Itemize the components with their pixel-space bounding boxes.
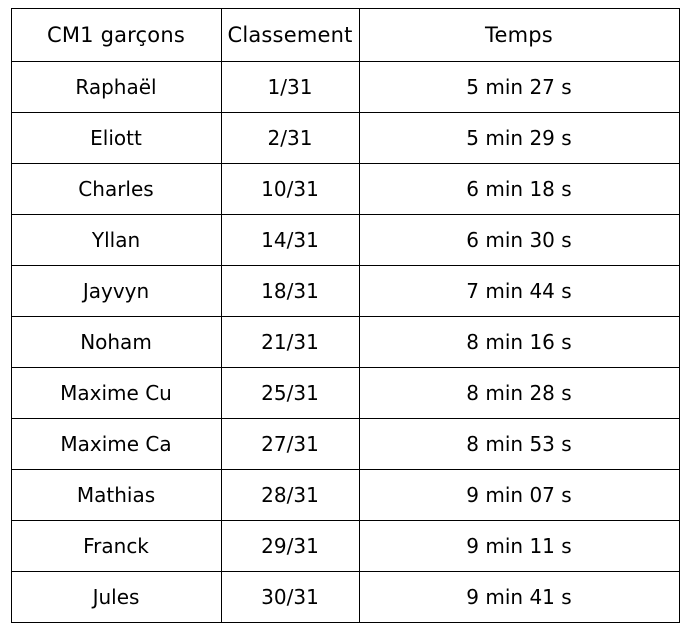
table-row [11, 317, 679, 368]
table-row [11, 572, 679, 623]
table-row [11, 215, 679, 266]
cell-time: 8 min 16 s [359, 317, 679, 368]
cell-rank: 28/31 [221, 470, 359, 521]
cell-name: Jules [11, 572, 221, 623]
cell-name: Noham [11, 317, 221, 368]
table-row [11, 419, 679, 470]
table-body [11, 62, 679, 623]
table-row [11, 521, 679, 572]
cell-rank: 30/31 [221, 572, 359, 623]
cell-time: 7 min 44 s [359, 266, 679, 317]
table-row [11, 368, 679, 419]
column-header-name: CM1 garçons [11, 9, 221, 62]
column-header-time: Temps [359, 9, 679, 62]
table-header-row [11, 9, 679, 62]
cell-name: Maxime Ca [11, 419, 221, 470]
table-row [11, 164, 679, 215]
cell-rank: 25/31 [221, 368, 359, 419]
table-header [11, 9, 679, 62]
cell-time: 8 min 53 s [359, 419, 679, 470]
cell-name: Yllan [11, 215, 221, 266]
cell-time: 5 min 27 s [359, 62, 679, 113]
cell-name: Jayvyn [11, 266, 221, 317]
column-header-rank: Classement [221, 9, 359, 62]
cell-time: 5 min 29 s [359, 113, 679, 164]
cell-name: Maxime Cu [11, 368, 221, 419]
cell-rank: 29/31 [221, 521, 359, 572]
cell-name: Franck [11, 521, 221, 572]
table-row [11, 62, 679, 113]
cell-rank: 27/31 [221, 419, 359, 470]
cell-rank: 10/31 [221, 164, 359, 215]
cell-rank: 1/31 [221, 62, 359, 113]
cell-rank: 21/31 [221, 317, 359, 368]
cell-time: 8 min 28 s [359, 368, 679, 419]
cell-time: 9 min 07 s [359, 470, 679, 521]
cell-rank: 2/31 [221, 113, 359, 164]
table-row [11, 470, 679, 521]
cell-name: Charles [11, 164, 221, 215]
cell-time: 9 min 41 s [359, 572, 679, 623]
cell-rank: 18/31 [221, 266, 359, 317]
cell-name: Raphaël [11, 62, 221, 113]
cell-time: 6 min 18 s [359, 164, 679, 215]
cell-time: 9 min 11 s [359, 521, 679, 572]
table-row [11, 113, 679, 164]
cell-time: 6 min 30 s [359, 215, 679, 266]
results-table [11, 8, 680, 623]
cell-rank: 14/31 [221, 215, 359, 266]
table-row [11, 266, 679, 317]
cell-name: Mathias [11, 470, 221, 521]
cell-name: Eliott [11, 113, 221, 164]
